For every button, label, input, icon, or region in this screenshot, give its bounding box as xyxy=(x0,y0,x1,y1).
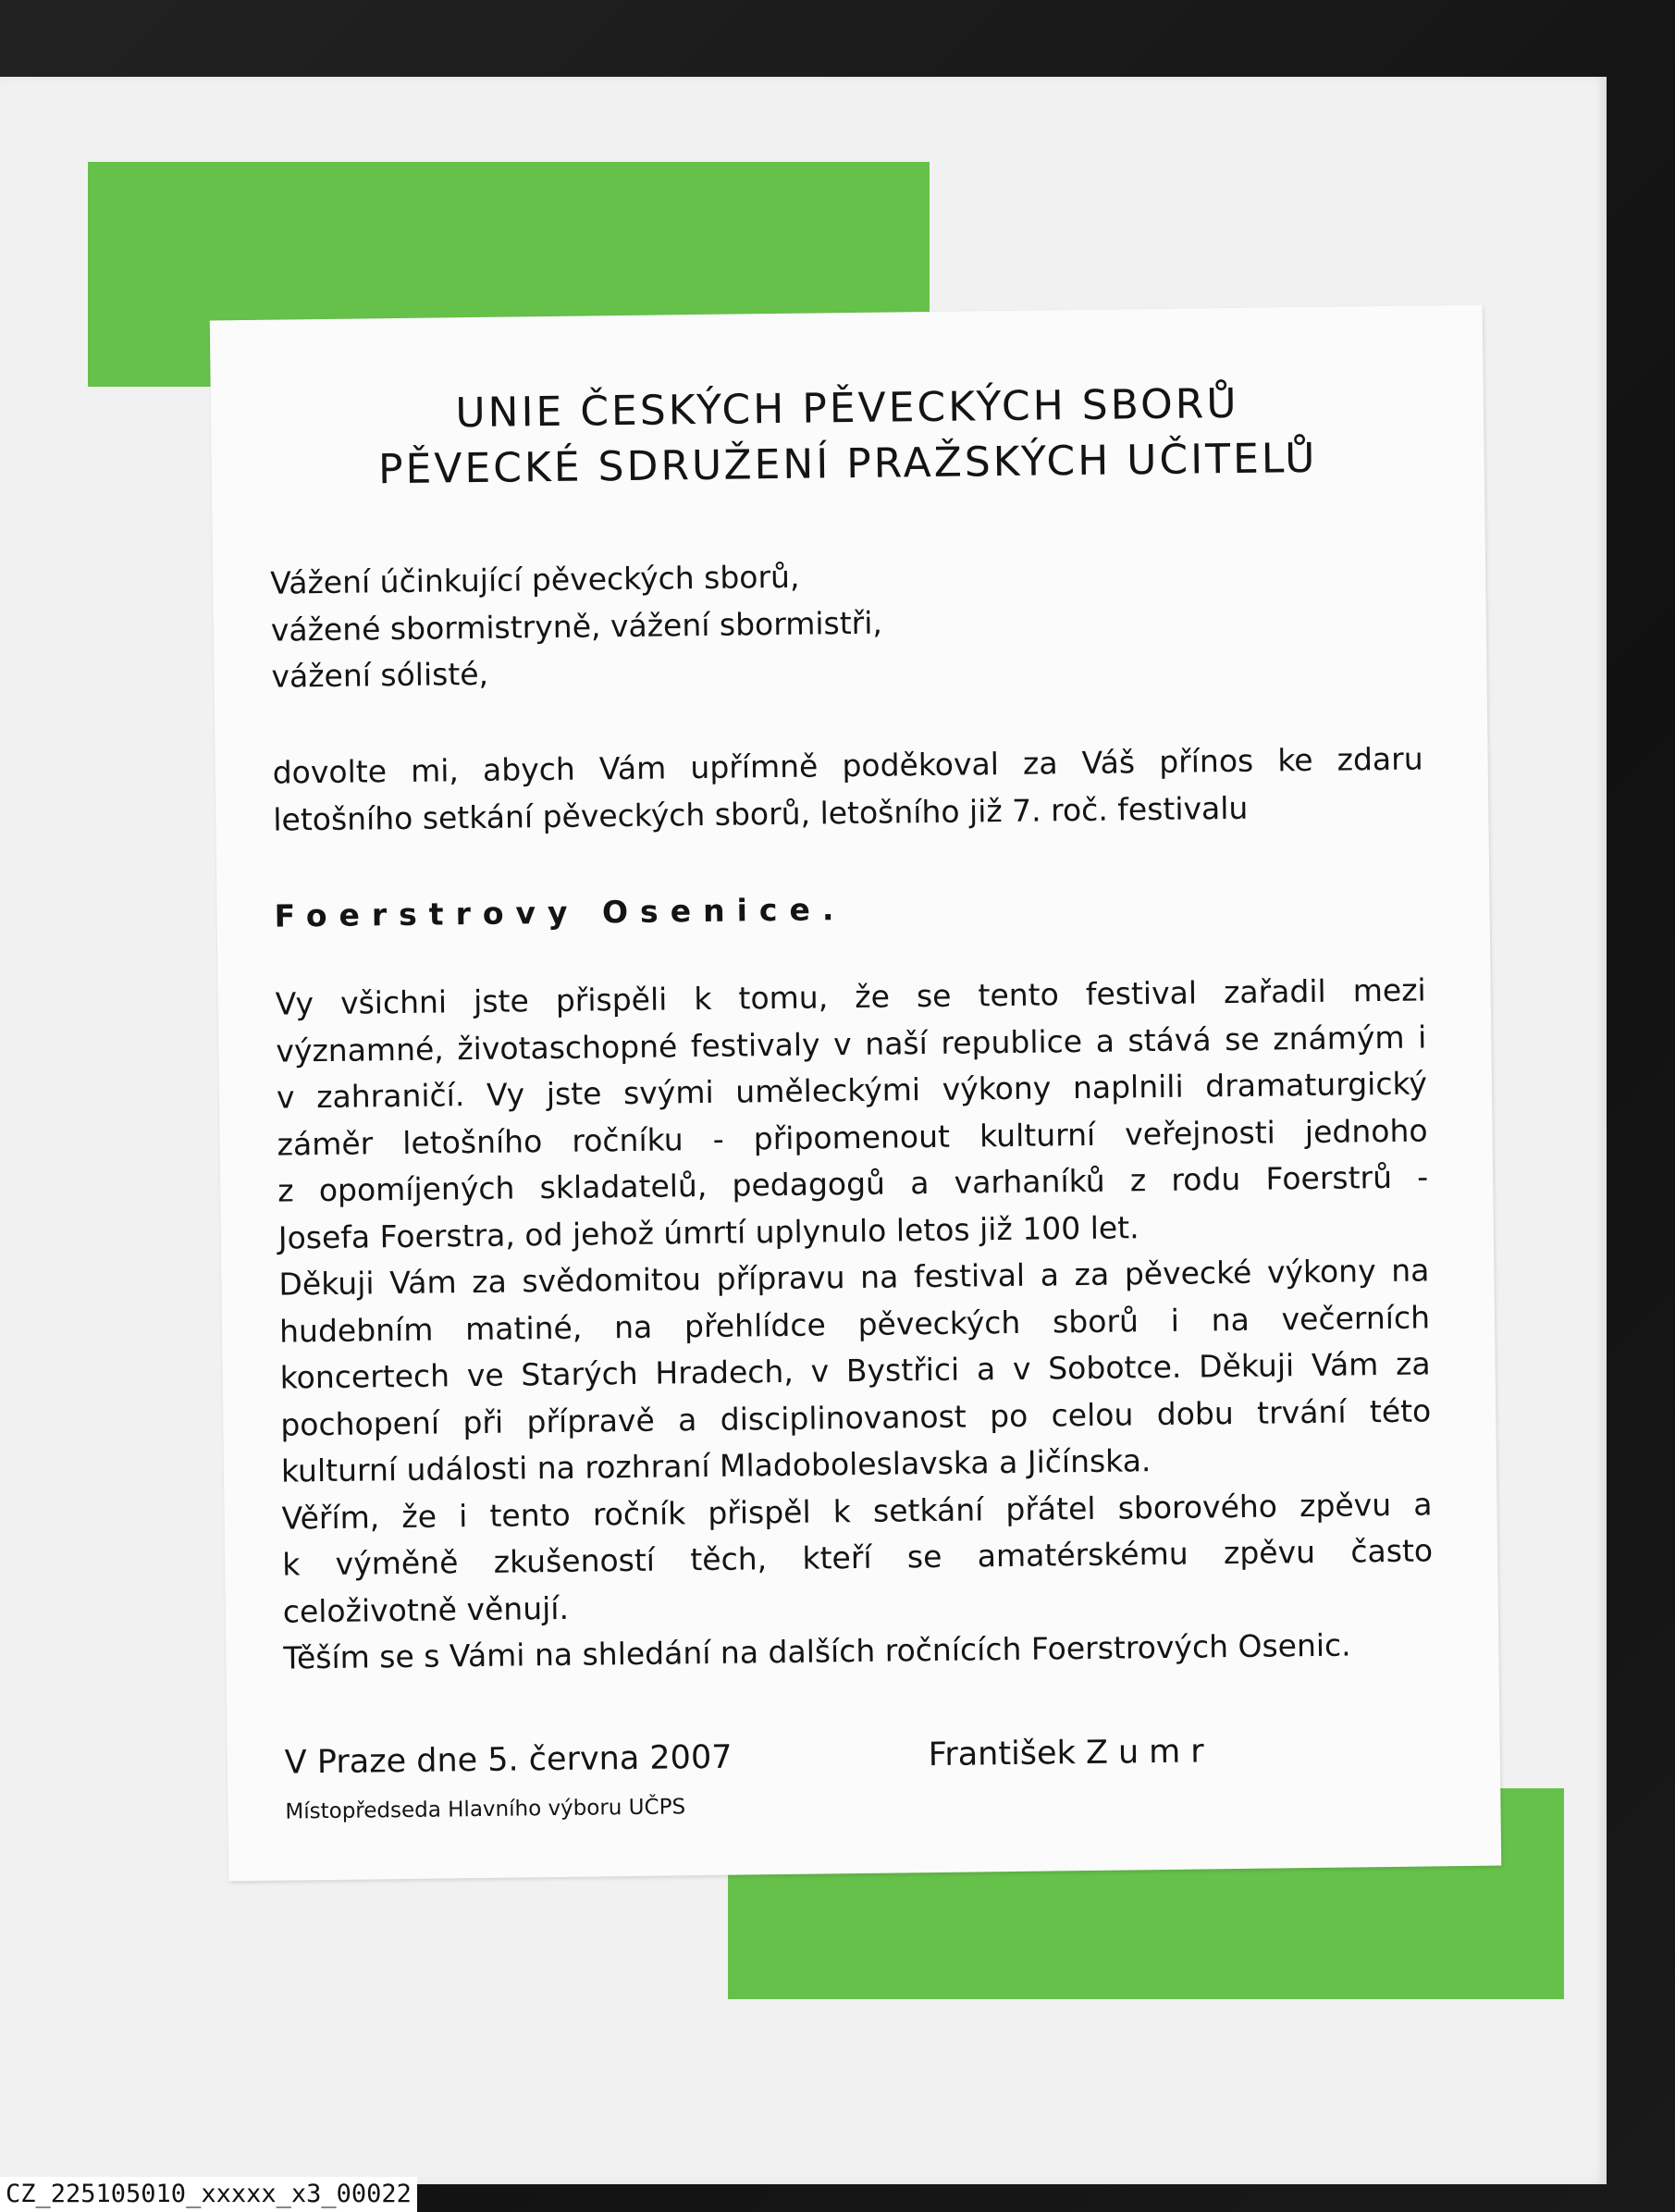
festival-name: Foerstrovy Osenice. xyxy=(274,891,846,934)
body-line: Věřím, že i tento ročník přispěl k setkání přátel sborového zpěvu a xyxy=(281,1485,1433,1537)
body-line: významné, životaschopné festivaly v naší republice a stává se známým i xyxy=(276,1018,1427,1069)
body-line: záměr letošního ročníku - připomenout kulturní veřejnosti jednoho xyxy=(277,1111,1428,1163)
salutation-line: Vážení účinkující pěveckých sborů, xyxy=(269,558,800,601)
signer-first-name: František xyxy=(928,1735,1077,1774)
thank-you-letter xyxy=(210,305,1502,1882)
intro-paragraph xyxy=(272,735,1423,843)
signer-role: Místopředseda Hlavního výboru UČPS xyxy=(285,1795,686,1824)
salutation-line: vážení sólisté, xyxy=(271,655,489,695)
body-line: Těším se s Vámi na shledání na dalších ročnících Foerstrových Osenic. xyxy=(283,1626,1351,1676)
body-line: pochopení při přípravě a disciplinovanost po celou dobu trvání této xyxy=(280,1391,1432,1443)
intro-line: dovolte mi, abych Vám upřímně poděkoval za Váš přínos ke zdaru xyxy=(272,740,1423,791)
body-line: z opomíjených skladatelů, pedagogů a varhaníků z rodu Foerstrů - xyxy=(277,1158,1429,1209)
body-line: v zahraničí. Vy jste svými uměleckými výkony naplnili dramaturgický xyxy=(276,1065,1428,1116)
body-line: celoživotně věnují. xyxy=(282,1589,570,1630)
body-line: Děkuji Vám za svědomitou přípravu na festival a za pěvecké výkony na xyxy=(278,1252,1430,1303)
heading-line-2: PĚVECKÉ SDRUŽENÍ PRAŽSKÝCH UČITELŮ xyxy=(377,434,1318,494)
salutation xyxy=(270,546,1423,700)
salutation-line: vážené sbormistryně, vážení sbormistři, xyxy=(270,604,883,649)
archive-caption: CZ_225105010_xxxxx_x3_00022 xyxy=(0,2177,417,2212)
signer-surname: Zumr xyxy=(1085,1733,1214,1773)
letter-heading xyxy=(211,374,1484,500)
body-line: hudebním matiné, na přehlídce pěveckých sborů i na večerních xyxy=(278,1298,1431,1350)
body-line: koncertech ve Starých Hradech, v Bystřici a v Sobotce. Děkuji Vám za xyxy=(279,1345,1431,1396)
place-and-date: V Praze dne 5. června 2007 xyxy=(284,1738,733,1782)
heading-line-1: UNIE ČESKÝCH PĚVECKÝCH SBORŮ xyxy=(455,379,1239,438)
letter-body xyxy=(275,967,1434,1682)
body-line: Josefa Foerstra, od jehož úmrtí uplynulo letos již 100 let. xyxy=(277,1208,1139,1256)
body-line: k výměně zkušeností těch, kteří se amatérskému zpěvu často xyxy=(281,1532,1434,1583)
body-line: kulturní události na rozhraní Mladoboleslavska a Jičínska. xyxy=(280,1442,1152,1489)
body-line: Vy všichni jste přispěli k tomu, že se tento festival zařadil mezi xyxy=(275,971,1426,1022)
intro-line: letošního setkání pěveckých sborů, letošního již 7. roč. festivalu xyxy=(273,789,1249,838)
signature-name xyxy=(929,1733,1214,1773)
